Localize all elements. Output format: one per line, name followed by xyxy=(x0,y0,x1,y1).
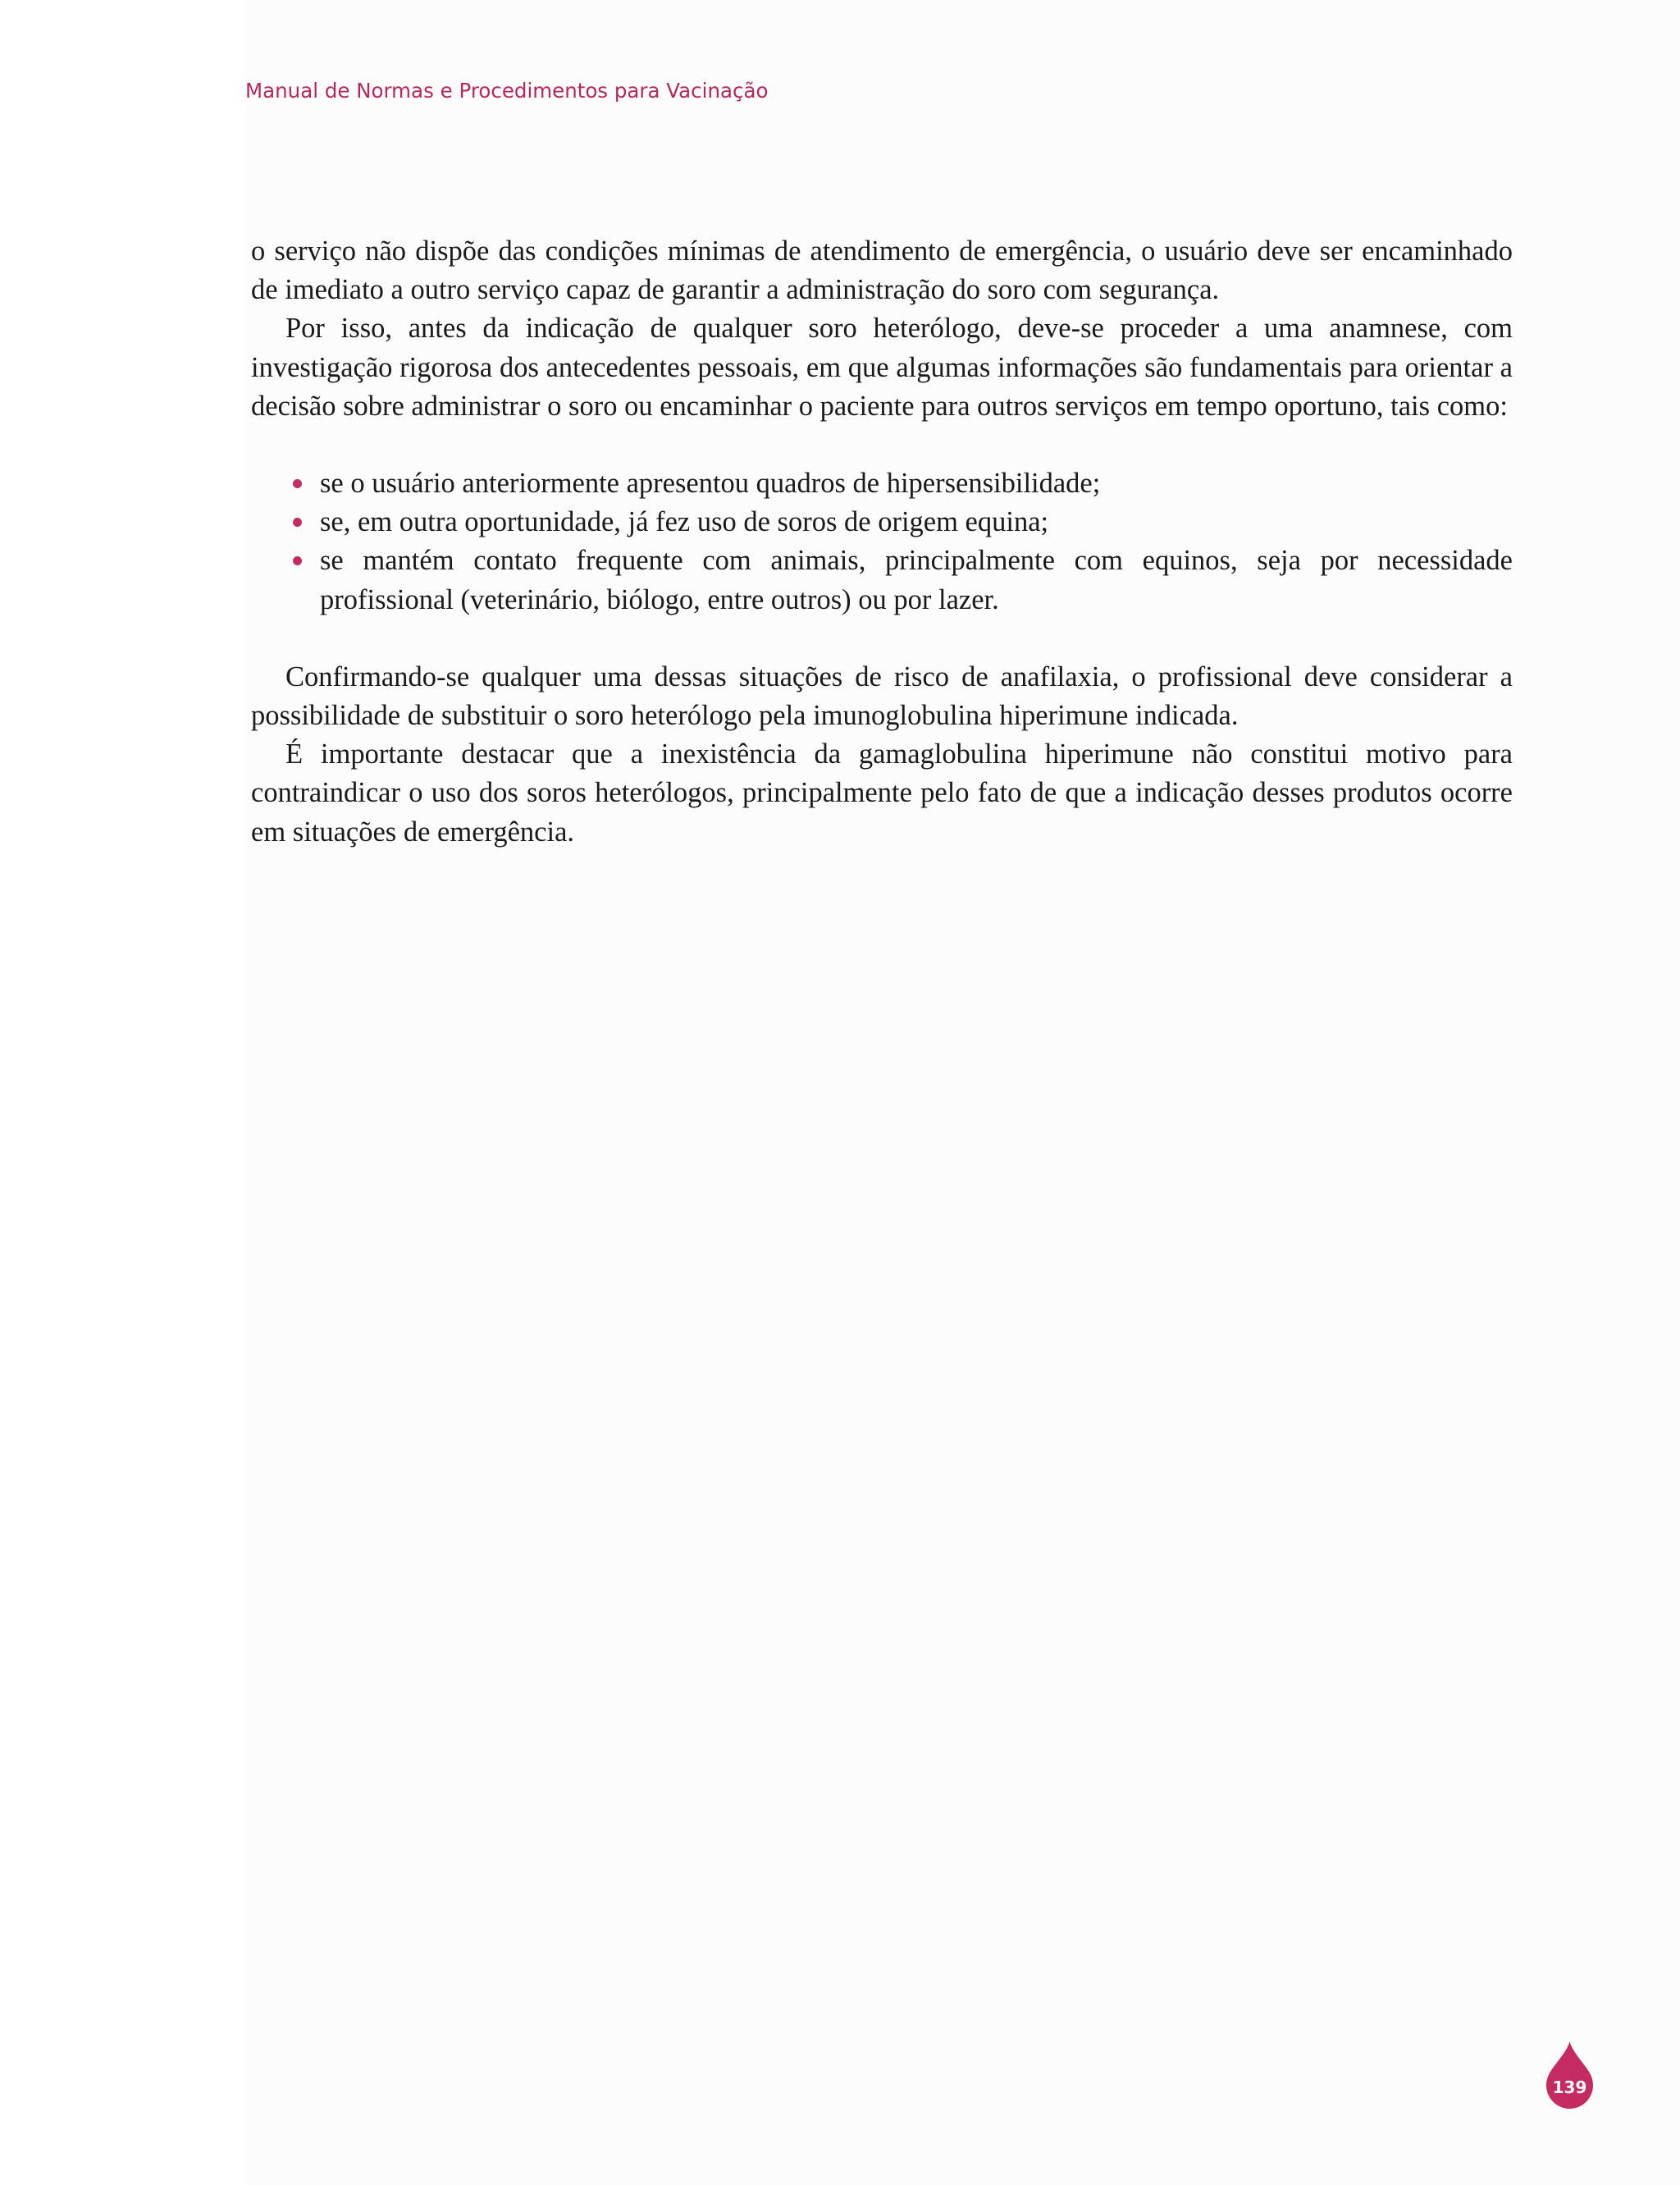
page-number: 139 xyxy=(1552,2078,1587,2097)
page-number-badge xyxy=(1546,2041,1593,2109)
list-item xyxy=(320,464,1513,503)
list-item-text: se mantém contato frequente com animais, principalmente com equinos, seja por necessidade profissional (veterinário, biólogo, entre outros) ou por lazer. xyxy=(320,545,1513,615)
paragraph-anafilaxia: Confirmando-se qualquer uma dessas situações de risco de anafilaxia, o profissional deve considerar a possibilidade de substituir o soro heterólogo pela imunoglobulina hiperimune indicada. xyxy=(251,661,1513,732)
bullet-dot-icon xyxy=(293,556,302,565)
list-item-text: se o usuário anteriormente apresentou quadros de hipersensibilidade; xyxy=(320,468,1101,500)
paragraph-anamnese: Por isso, antes da indicação de qualquer soro heterólogo, deve-se proceder a uma anamnese, com investigação rigorosa dos antecedentes pessoais, em que algumas informações são fundamentais para orientar a decisão sobre administrar o soro ou encaminhar o paciente para outros serviços em tempo oportuno, tais como: xyxy=(251,313,1513,422)
risk-factor-list xyxy=(251,464,1513,619)
bullet-dot-icon xyxy=(293,479,302,488)
list-item xyxy=(320,542,1513,619)
drop-shape-icon xyxy=(1546,2041,1593,2109)
list-item-text: se, em outra oportunidade, já fez uso de soros de origem equina; xyxy=(320,506,1049,538)
bullet-dot-icon xyxy=(293,518,302,527)
list-item xyxy=(320,503,1513,542)
paragraph-gamaglobulina: É importante destacar que a inexistência da gamaglobulina hiperimune não constitui motivo para contraindicar o uso dos soros heterólogos, principalmente pelo fato de que a indicação desses produtos ocorre em situações de emergência. xyxy=(251,738,1513,848)
running-header: Manual de Normas e Procedimentos para Vacinação xyxy=(245,79,769,103)
body-text xyxy=(251,232,1513,852)
paragraph-continuation: o serviço não dispõe das condições mínimas de atendimento de emergência, o usuário deve ser encaminhado de imediato a outro serviço capaz de garantir a administração do soro com segurança. xyxy=(251,235,1513,306)
